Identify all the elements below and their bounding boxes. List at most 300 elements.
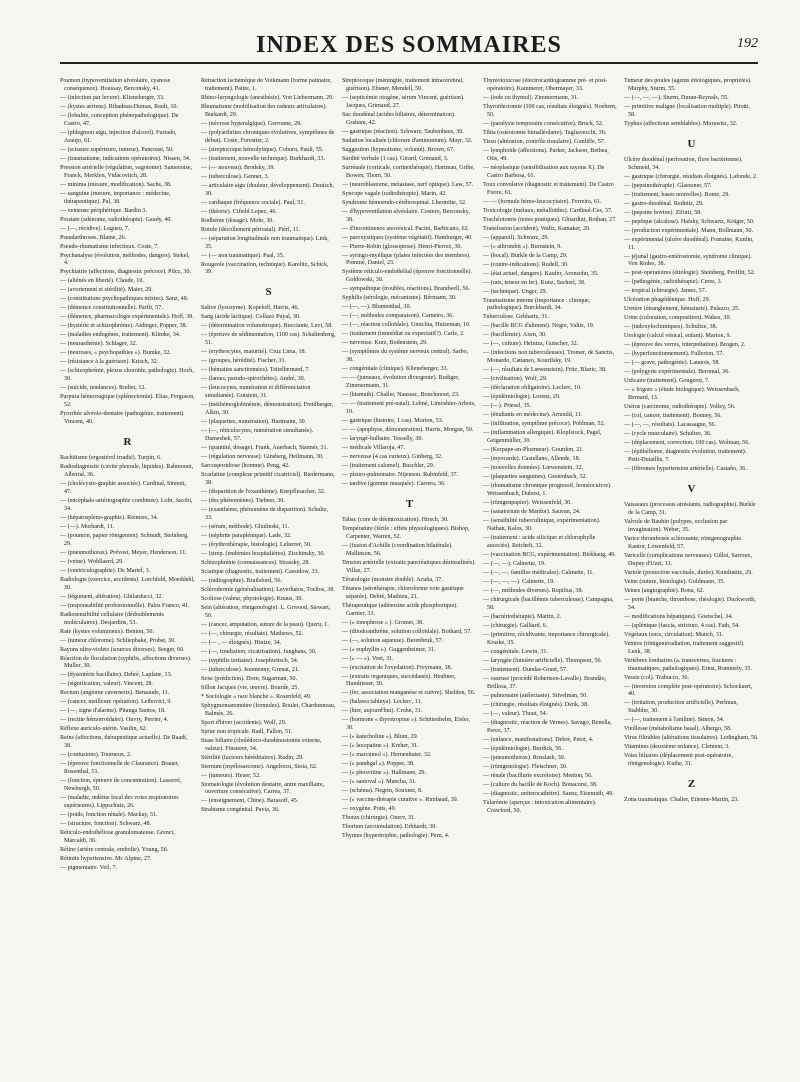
index-entry: — (— non traumatique). Paal, 35. <box>201 252 285 259</box>
index-entry: Pseudo-rhumatisme infectieux. Coste, 7. <box>60 243 159 250</box>
index-entry: — (poids, fonction rénale). Mackay, 51. <box>60 812 158 819</box>
index-entry: — sympathique (troubles, réactions). Brandwell, 56. <box>342 286 471 293</box>
index-entry: Virus filtrables (altérations tissulaires). Ledingham, 56. <box>624 735 759 742</box>
index-entry: — pigmentaire. Veil, 7. <box>60 864 118 871</box>
index-entry: — (fer, association manganèse et cuivre). Sheldon, 56. <box>342 690 476 697</box>
index-entry: Rétinite hypertensive. Mc Alpine, 27. <box>60 855 152 862</box>
index-entry: Ventres (röntgenirradiation, traitement suggestif). Lenk, 38. <box>624 640 745 655</box>
index-entry: — (érythrothérapie, histologie). Leberrer, 30. <box>201 541 312 548</box>
index-entry: — (iode ou thymol). Zimmermann, 31. <box>483 94 579 101</box>
index-entry: — (fonction, épreuve de concentration). Lasserré, Newburgh, 50. <box>60 778 182 793</box>
index-entry: — (diiodoanthrène, solution colloïdale). Bothard, 57. <box>342 628 472 635</box>
index-entry: Radiologie (exercice, accidents). Lorchfeld, Moeddehl, 30. <box>60 576 195 591</box>
index-entry: — (cholécysto-graphie associée). Cardinal, Sinnott, 47. <box>60 480 187 495</box>
index-entry: — (néphrite paraplénique). Lade, 32. <box>201 532 292 539</box>
index-entry: — pulmonaire (atélectasie). Stivelman, 50. <box>483 692 588 699</box>
index-entry: Stomatologie (évolution dentaire, antre maxillaire, ouverture consécutive). Carrea, 37. <box>201 781 325 796</box>
index-entry: — (—, —, —). Calmette, 19. <box>483 578 555 585</box>
index-entry: — tardive (gomme musquée). Carrera, 36. <box>342 481 446 488</box>
index-entry: — congénitale (clinique). Klieneberger, 33. <box>342 366 449 373</box>
index-entry: — (chirurgie, résultats éloignés). Denk, 38. <box>483 701 589 708</box>
index-entry: — (bismuth). Challer, Naussac, Bouchmont, 23. <box>342 392 460 399</box>
index-entry: Tularémie (aperçus : intoxication alimentaire). Crawford, 50. <box>483 799 597 814</box>
index-entry: Toux convulsive (diagnostic et traitement). De Castro Freire, 61. <box>483 181 614 196</box>
index-entry: — (bocal). Burkle de la Camp, 29. <box>483 252 568 259</box>
index-entry: — (—, —). Blumenthal, 30. <box>342 304 412 311</box>
index-entry: — (suicide, tendances). Rodiet, 12. <box>60 385 146 392</box>
index-column-2 <box>201 78 336 1068</box>
index-entry: — (ventriculographie). De Martel, 3. <box>60 567 151 574</box>
index-entry: — (civilisation). Wolf, 29. <box>483 376 548 383</box>
index-entry: * Sociologie « race blanche ». Rosenfeld, 49. <box>201 693 312 700</box>
index-entry: — (sanatorium de Mardor). Sauvan, 24. <box>483 509 581 516</box>
index-entry: Poumon (hypoventilation alvéolaire, cyanose conséquence). Houssay, Berconsky, 41. <box>60 78 171 92</box>
index-entry: — (— nouveau). Brodsky, 39. <box>201 164 275 171</box>
index-entry: — (sensibilité tuberculinique, expérimentation). Nathan, Kalos, 30. <box>483 518 601 533</box>
index-entry: — (épidémiologie). Burdick, 56. <box>483 745 563 752</box>
index-entry: — (cycle musculaire). Schultze, 36. <box>624 431 712 438</box>
index-entry: — (sérum, méthode). Ghulinski, 11. <box>201 523 290 530</box>
index-entry: — pleuro-pulmonaire. Nijenson. Rubinfeld, 37. <box>342 472 459 479</box>
index-entry: — (hormone « thyrotropine »). Schittenhelm, Eisler, 30. <box>342 717 470 732</box>
index-entry: Urine (coloration, composition). Wakes, 30. <box>624 315 732 322</box>
index-entry: Réaction de floculation (syphilis, affections diverses). Muller, 30. <box>60 655 192 670</box>
index-entry: — (—, valeur). Thout, 54. <box>483 710 548 717</box>
index-entry: Salive (lysozyme). Kopeloff, Harris, 46. <box>201 305 300 312</box>
index-entry: — (— grave, pathogénie). Launois, 58. <box>624 360 720 367</box>
index-entry: Voies biliaires (déplacement post-opératoire, röntgenologie). Kuthe, 31. <box>624 753 733 768</box>
index-entry: — (—, —). Calmette, 19. <box>483 560 546 567</box>
index-entry: — (« euphyllin »). Guggenheimer, 31. <box>342 646 436 653</box>
index-entry: — (tégument, altération). Ghilarducci, 32. <box>60 593 163 600</box>
index-entry: — (—, méthodes comparaison). Carneiro, 36. <box>342 313 454 320</box>
index-entry: Thérapeutique (adénosine acide phosphorique). Garnier, 33. <box>342 602 458 617</box>
index-entry: Rougeole (vaccination, technique). Karelitz, Schick, 39. <box>201 261 329 276</box>
index-entry: — (cancer, meilleure opération). Leibovici, 9. <box>60 699 172 706</box>
index-entry: — (hystérie et schizophrénie). Aidinger, Popper, 38. <box>60 323 188 330</box>
index-entry: Ulcère duodénal (perforation, flore bactérienne). Schmeid, 34. <box>624 156 743 171</box>
section-letter: V <box>687 483 696 496</box>
index-entry: Pression artérielle (régulation, vagotonie). Santenoise, Franck, Merklen, Vidacovitch, 28. <box>60 164 193 179</box>
index-entry: — (infiltration, symptôme précoce). Pohlman, 52. <box>483 421 606 428</box>
index-entry: Transfusion (accident). Waltz, Kamaker, 29. <box>483 225 591 232</box>
index-entry: — (—, méthodes diverses). Rupilius, 38. <box>483 587 584 594</box>
index-entry: — (rectite hémorroïdaire). Ouvry, Perrier, 4. <box>60 717 169 724</box>
index-entry: — (—). Morhardt, 11. <box>60 523 115 530</box>
index-entry: — (« vaccine-thérapie curative ». Rimbaud, 39. <box>342 797 459 804</box>
index-entry: — primitive maligne (localisation multiple). Pitotti, 58. <box>624 103 751 118</box>
index-entry: Psychanalyse (évolution, méthodes, dangers). Stekel, 4. <box>60 252 190 267</box>
index-entry: — tropical (chirurgie). James, 57. <box>624 288 707 295</box>
index-entry: Psychiatrie (affections, diagnostic précoce). Pilcz, 30. <box>60 269 192 276</box>
index-entry: — gastro-duodénal. Rednitz, 29. <box>624 200 704 207</box>
index-entry: — chirurgicale (bacillémie tuberculeuse). Campagna, 58. <box>483 596 614 611</box>
index-entry: — gastrique (histoire, 1 cas). Morton, 53. <box>342 418 444 425</box>
index-entry: Thymus (hypertrophie, pathologie). Peru, 4. <box>342 833 450 840</box>
index-entry: — (traumatisme, indications opératoires). Nissen, 34. <box>60 155 191 162</box>
index-entry: Pseudarthroses. Blaine, 26. <box>60 234 127 241</box>
index-entry: — rénale (bacillurie excrétoire). Menton, 56. <box>483 772 593 779</box>
index-entry: Rhumatisme (mobilisation des radeurs articulaires). Burkardt, 29. <box>201 103 328 118</box>
index-entry: — (irritation, production artificielle). Perlman, Stabbler, 30. <box>624 700 738 715</box>
index-entry: — (bacille BCG d'aliment). Nègre, Valtis, 19. <box>483 323 595 330</box>
section-letter: R <box>123 436 132 449</box>
index-entry: Vitamines (deuxième enfance). Clement, 3. <box>624 744 730 751</box>
index-entry: — laryngée (lumière artificielle). Thompson, 56. <box>483 657 603 664</box>
index-entry: Thorax (chirurgie). Ouerv, 31. <box>342 815 416 822</box>
index-entry: — (vaccination BCG, expérimentation). Birkhaug, 49. <box>483 551 616 558</box>
index-entry: — (röntgenpapier). Weissenfeld, 30. <box>483 500 572 507</box>
index-entry: — (veine). Wohllaerd, 29. <box>60 558 124 565</box>
index-entry: — (strep. (endémies hospitalières). Zischinsky, 30. <box>201 550 325 557</box>
index-entry: — (enseignement, Chine). Barasoff, 45. <box>201 798 299 805</box>
index-entry: — (« laxopatine »). Kreher, 31. <box>342 743 419 750</box>
index-entry: — (théorie). Cifield Lopez, 46. <box>201 208 277 215</box>
index-entry: Sexe (prédiction). Dorn, Sugarman, 50. <box>201 675 298 682</box>
index-entry: — (responsabilité professionnelle). Palos Franco, 41. <box>60 602 190 609</box>
index-entry: Thyréotoxicose (électrocardiogramme pré- et post-opératoire). Kammerer, Obermayer, 33. <box>483 78 608 92</box>
index-entry: Sarcosporidiose (homme). Peng, 42. <box>201 462 290 469</box>
index-entry: Vieillesse (métabolisme basal). Albergo, 58. <box>624 726 732 733</box>
index-entry: — (syphilis tertiaire). Josephwitsch, 34. <box>201 657 299 664</box>
index-entry: — (—, signe d'alarme). Pitanga Santos, 18. <box>60 708 166 715</box>
index-entry: Vaisseaux (processus atrésiants, radiographie). Burkle de la Camp, 31. <box>624 502 756 517</box>
index-entry: — (détermination volumétrique). Bucciante, Levi, 58. <box>201 323 333 330</box>
index-entry: Rotule (décollement périostal). Piérl, 11. <box>201 226 301 233</box>
index-entry: — cardiaque (fréquence sociale). Paul, 51. <box>201 199 305 206</box>
index-entry: — (excitation de l'oxydation). Freymann, 38. <box>342 664 453 671</box>
index-entry: — (schizophrénie, plexus choroïde, pathologie). Hoch, 30. <box>60 368 194 383</box>
index-entry: Scoliose (valeur, physiologie). Knaus, 30. <box>201 595 303 602</box>
index-entry: — (tumeur chlorome). Schliephake, Probst, 30. <box>60 637 176 644</box>
index-entry: — « frigore » (étude biologique). Weissenbach, Bernard, 13. <box>624 387 740 402</box>
index-entry: Trachéotomie (notes pratiques). Ghiardini, Rothan, 27. <box>483 216 617 223</box>
index-entry: — (déplacement, correction, 100 cas). Wolman, 56. <box>624 440 750 447</box>
index-entry: — (plaquettes, numération). Hartmann, 30. <box>201 419 307 426</box>
index-entry: — (schéma). Negrin, Souxnet, 8. <box>342 788 423 795</box>
index-entry: — (symptômes du système nerveux central). Sarbo, 38. <box>342 349 469 364</box>
index-entry: — (étudiants en médecine). Arnould, 11. <box>483 412 583 419</box>
index-entry: Sport d'hiver (accidents). Wolf, 29. <box>201 719 287 726</box>
index-entry: — expérimental (ulcère duodénal). Fontaine, Kunlin, 11. <box>624 236 754 251</box>
index-entry: — (nouvelles données). Lœwenstein, 32. <box>483 465 584 472</box>
index-entry: Radiodiagnostic (cavité pleurale, liquides). Rahmouni, Albertal, 36. <box>60 464 194 478</box>
index-entry: Zona traumatique. Chalier, Etienne-Martin, 23. <box>624 797 739 804</box>
index-entry: Réflexe auriculo-utérin. Vasilin, 62. <box>60 726 148 733</box>
index-entry: Sclérodermie (généralisation). Leverhatos, Toelios, 38. <box>201 586 335 593</box>
index-entry: Surrénale (corticale, cortinothérapie). Hartman, Gribe, Bowen, Thorn, 50. <box>342 164 475 179</box>
index-entry: Sciatique (diagnostic, traitement). Cassidow, 33. <box>201 568 320 575</box>
index-entry: — (neuroblastome, métastase, nerf optique). Law, 57. <box>342 181 474 188</box>
index-entry: Tumeur des poules (agents étiologiques, propriétés). Murphy, Sturm, 55. <box>624 78 752 92</box>
index-entry: — (traitement, bases nouvelles). Rome, 29. <box>624 191 730 198</box>
index-entry: — (cancer, amputation, suture de la peau). Queru, 1. <box>201 621 329 628</box>
index-entry: — (« athrombit »). Burnstein, 9. <box>483 243 562 250</box>
index-entry: — (streptocoque hémolytique). Coburn, Pauli, 55. <box>201 146 324 153</box>
index-entry: Prostate (adénome, radiothérapie). Gaudy, 40. <box>60 216 172 223</box>
index-entry: — (paralysie temporaire consécutive). Bruck, 52. <box>483 120 604 127</box>
index-entry: — (scissure supérieure, tumeur). Pancoast, 50. <box>60 146 174 153</box>
index-entry: — (traitement (immédiat ou expectatif?). Carle, 2. <box>342 331 465 338</box>
index-entry: — (hier, aujourd'hui). Crohn, 31. <box>342 708 423 715</box>
index-column-1 <box>60 78 195 1068</box>
index-entry: Urologie (calcul vésical, enfant). Marion, 9. <box>624 333 732 340</box>
index-entry: Rodhénie (dosage). Mohr, 30. <box>201 217 274 224</box>
index-entry: — (pepsinothérapie). Glaessner, 57. <box>624 182 712 189</box>
index-entry: — (disparition de l'exanthème). Knepflesacher, 32. <box>201 488 326 495</box>
index-entry: — (polygyrie expérimentale). Beromal, 36. <box>624 369 730 376</box>
index-entry: — porte (branche, thrombose, rhéologie). Duckworth, 54. <box>624 596 756 611</box>
index-entry: — (hépatospléno-graphie). Reimers, 34. <box>60 514 159 521</box>
index-entry: — (myocarde). Castellano, Allende, 18. <box>483 456 581 463</box>
index-entry: — néoplasique (sensibilisation aux rayons X). De Castro Barbosa, 61. <box>483 164 605 179</box>
index-entry: — (maladies endogènes, traitement). Klimke, 34. <box>60 332 181 339</box>
index-entry: — (— , — éloignés). Hintze, 34. <box>201 639 282 646</box>
index-entry: — syringo-myélique (plaies infectées des membres). Pommé, Daniel, 23. <box>342 252 471 267</box>
index-entry: — (primitive, récidivante, importance chirurgicale). Kraske, 35. <box>483 631 610 646</box>
index-entry: Tissu (altération, contrôle tissulaire). Gunliffe, 57. <box>483 138 606 145</box>
index-entry: — (—, solution aqueuse). Berenbruk, 57. <box>342 637 444 644</box>
index-entry: Tension artérielle (extraits pancréatiques désinsulinés). Villaz, 27. <box>342 559 476 574</box>
index-entry: Suc duodénal (acides biliaires, détermination). Graham, 42. <box>342 111 456 126</box>
index-entry: Thyroïdectomie (100 cas, résultats éloignés). Noehren, 50. <box>483 103 617 118</box>
index-column-5 <box>624 78 759 1068</box>
index-entry: — (tumeurs). Heuer, 52. <box>201 772 261 779</box>
index-entry: — congénitale. Lewin, 31. <box>483 648 548 655</box>
index-entry: — (röntgenologie). Fleischner, 30. <box>483 763 568 770</box>
index-entry: — — (apophyse, démonstration). Harris, Morgan, 50. <box>342 427 474 434</box>
index-entry: Veine (suture, histologie). Goldmann, 35. <box>624 578 725 585</box>
index-entry: — (—, —, résultats). Lacassagne, 56. <box>624 422 717 429</box>
index-entry: — (chirurgie). Galliard, 6. <box>483 622 548 629</box>
index-entry: — peptique (alcalose). Hafsky, Schwartz, Krüger, 50. <box>624 218 755 225</box>
index-entry: — (poumon, papier röntgenien). Schmidt, Steinberg, 29. <box>60 532 189 547</box>
index-entry: — gastrique (chirurgie, résultats éloignés). Lafonde, 2. <box>624 173 758 180</box>
index-entry: — (diagnostic, uréterocathétre). Saenz, Eisenrath, 49. <box>483 790 614 797</box>
index-entry: — (—, chirurgie, résultats). Mathews, 52. <box>201 630 304 637</box>
index-entry: — (état actuel, dangers). Kaufer, Aronsohn, 35. <box>483 270 599 277</box>
index-entry: Stérilité (facteurs héréditaires). Rudin, 29. <box>201 754 304 761</box>
index-entry: Vessie (col). Trabucco, 36. <box>624 674 689 681</box>
index-entry: — (traitement calomel). Buschler, 29. <box>342 463 435 470</box>
index-entry: — (« — »). Voet, 31. <box>342 655 394 662</box>
index-entry: Surdité verbale (1 cas). Girard, Grimaud, 3. <box>342 155 449 162</box>
index-entry: — (structure, fonction). Schwarz, 48. <box>60 821 152 828</box>
index-entry: — (polyarthrites chroniques évolutives, symptômes de début). Coste, Forestier, 2. <box>201 129 335 144</box>
index-entry: — (lames, pseudo-spirochètes). André, 30. <box>201 376 306 383</box>
index-entry: — (contusions). Tourneux, 2. <box>60 752 132 759</box>
index-entry: — (kystes aériens). Ribadeau-Dumas, Rault, 10. <box>60 103 178 110</box>
index-entry: — (névrose hyperalgique). Gerronne, 29. <box>201 120 302 127</box>
index-entry: Tuberculose. Gebhartz, 31. <box>483 314 549 321</box>
index-entry: Toxicologie (métaux, métalloïdes). Cardinal-Ces, 37. <box>483 207 613 214</box>
index-entry: — (tuberculose). Gennet, 3. <box>201 173 270 180</box>
index-entry: — (halawa tahinya). Leclerc, 11. <box>342 699 423 706</box>
index-entry: — (tuberculose). Jeannenny, Grenat, 21. <box>201 666 300 673</box>
index-entry: Sein (altération, röntgenologie). L. Grwood, Stewart, 50. <box>201 604 331 619</box>
index-entry: — articulaire aigu (douleur, développement). Deutsch, 30. <box>201 182 335 197</box>
index-entry: Valvule de Bauhin (polypes, occlusion par invagination). Weber, 35. <box>624 519 728 533</box>
index-entry: — (« pandigal »). Popper, 38. <box>342 761 415 768</box>
index-entry: — (extraits organiques, succédanés). Heubner, Hundrieser, 30. <box>342 673 456 688</box>
index-entry: — paroxystiques (système végétatif). Hamburger, 40. <box>342 234 473 241</box>
index-entry: — (quantité, dosage). Frank, Auerbach, Stannér, 31. <box>201 444 329 451</box>
index-entry: — (avortement et stérilité). Maier, 29. <box>60 287 153 294</box>
index-entry: Traumatisme interne (importance : clinique, pathologique). Burckhardt, 34. <box>483 297 591 312</box>
index-entry: — (phlegmon aigu, injection d'alcool). Furtado, Araujo, 61. <box>60 129 177 144</box>
section-letter: T <box>405 497 414 510</box>
index-entry: Vertèbres lombaires (a. transverses, fractures : traumatiques, pathologiques). Ernst, Rommely, 35. <box>624 657 752 672</box>
index-entry: Schizophrénie (connaissances). Strassky, 28. <box>201 559 310 566</box>
index-columns <box>60 78 760 1068</box>
index-entry: — nerveuse. Kurz, Bodenstein, 29. <box>342 340 428 347</box>
index-entry: — (maladie, œdème local des voies respiratoires supérieures). Lippschutz, 26. <box>60 795 179 810</box>
section-letter: U <box>687 137 696 150</box>
index-entry: Sudation localisée (chlorure d'ammonium). Mayr, 32. <box>342 137 473 144</box>
index-entry: — (splénique (fascia, stricture, 4 cas). Fath, 54. <box>624 622 740 629</box>
index-entry: Varicelle (complications nerveuses). Gillot, Sarroux, Dupuy d'Uzet, 11. <box>624 552 753 567</box>
index-entry: Sang (acide lactique). Collazo Puyal, 30. <box>201 314 301 321</box>
index-entry: — médicale Villaroja, 47. <box>342 445 405 452</box>
index-entry: — (erythrocytes, maturité). Cruz Lima, 18. <box>201 349 307 356</box>
index-entry: Ulcération phagédénique. Hoff, 29. <box>624 297 711 304</box>
index-entry: — (groupes, hérédité). Fischer, 31. <box>201 358 287 365</box>
index-entry: — (inflammation allergique). Klopfstock, Pagel, Geigenmüller, 30. <box>483 430 602 445</box>
index-entry: — (Kerpape-en-Ploemeur). Gourdon, 21. <box>483 447 584 454</box>
index-entry: Rhino-laryngologie (anesthésie). Von Liebermann, 29. <box>201 94 334 101</box>
index-entry: — (fusion d'Achille (coordination bilatérale). Mallinson, 56. <box>342 542 453 557</box>
index-entry: — (—, résultats de Lœwenstein). Fritz, Blazic, 38. <box>483 367 607 374</box>
index-entry: Urticaire (traitement). Gougerot, 7. <box>624 378 710 385</box>
index-column-3 <box>342 78 477 1068</box>
index-entry: — (—, réaction colloïdale). Umichia, Hutzeman, 10. <box>342 322 471 329</box>
index-entry: — (démence, pharmacologie expérimentale). Hoff, 38. <box>60 314 194 321</box>
index-entry: Pyorrhée alvéolo-dentaire (pathogénie, traitement). Vincent, 40. <box>60 411 185 426</box>
index-entry: — (—, traitement à l'aniline). Stmon, 34. <box>624 717 725 724</box>
index-entry: — (infections non tuberculeuses). Tromer, de Sanctis, Monardo, Cattaneo, Kourilsky, 19. <box>483 350 615 365</box>
index-entry: — (culture du bacille de Koch). Bonacorsi, 38. <box>483 781 598 788</box>
index-entry: — (pepsine bovine). Zifotti, 58. <box>624 209 702 216</box>
index-entry: — (contre-indications). Rudell, 30. <box>483 261 569 268</box>
index-entry: — (épreuve fonctionnelle de Claurance). Brauer, Rosenthal, 51. <box>60 761 180 776</box>
index-entry: — (bacillémie). Axen, 30. <box>483 332 547 339</box>
index-entry: Stase biliaire (cholédoco-duodénostomie externe, valeur). Finsterer, 34. <box>201 737 322 752</box>
index-entry: — (des phénomènes). Tiebner, 30. <box>201 497 285 504</box>
index-entry: — (traitement). Dundas-Grant, 57. <box>483 666 568 673</box>
index-entry: Végétaux (sucs, circulation). Munch, 31. <box>624 631 724 638</box>
index-entry: — lymphoïde (affections). Parker, Jackson, Bethea, Otis, 49. <box>483 147 609 162</box>
index-entry: — (traitement, nouvelle technique). Burkhardt, 33. <box>201 155 326 162</box>
index-entry: — minima (mesure, modification). Sachs, 38. <box>60 181 172 188</box>
index-entry: — (pneumothorax). Prévost, Meyer, Henderson, 11. <box>60 549 187 556</box>
index-entry: — (hyperfonctionnement). Fullerton, 57. <box>624 351 724 358</box>
index-entry: — — (traitement pré-natal). Lebné, Limoshier-Arbois, 10. <box>342 401 476 416</box>
index-entry: Sphygmomanomètre (formules). Roulet, Chardonneau, Balmès, 26. <box>201 702 336 717</box>
index-entry: Rachitisme (ergostérol irradié). Turpin, 6. <box>60 455 162 462</box>
index-entry: — (séparation longitudinale non traumatique). Link, 35. <box>201 235 329 250</box>
index-entry: — (neurasthénie). Schlager, 32. <box>60 341 138 348</box>
index-entry: — (constitutions psychopathiques mixtes). Sanz, 48. <box>60 296 189 303</box>
index-entry: Rectum (angiome caverneux). Bensaude, 11. <box>60 690 170 697</box>
index-entry: Strabisme congénital. Pavia, 36. <box>201 807 280 814</box>
index-entry: — modifications hépatiques). Goetschel, 34. <box>624 613 733 620</box>
index-entry: — (méthémoglobinémie, démonstration). Freidberger, Alkin, 30. <box>201 402 334 417</box>
index-entry: — (inversion complète post-opératoire). Schockaert, 40. <box>624 683 753 698</box>
index-entry: — d'incontinence anovésical. Pacini, Barbicano, 62. <box>342 225 470 232</box>
index-entry: Tabac (cure de désintoxication). Hirsch, 30. <box>342 516 449 523</box>
index-entry: Reins (affections, thérapeutique actuelle). De Raadt, 38. <box>60 735 188 750</box>
index-entry: — gastrique (réaction). Schwarz, Taubenhaus, 30. <box>342 128 464 135</box>
page-number: 192 <box>737 36 758 51</box>
index-entry: Syphilis (sérologie, mécanisme). Bérmann, 30. <box>342 295 457 302</box>
index-entry: Tibia (ostéotomie bimalléolaire). Tagliavecchi, 36. <box>483 129 607 136</box>
index-entry: — (pneumothorax). Rosslash, 30. <box>483 754 566 761</box>
index-entry: Réticulo-endothéliose granulomateuse. Grenci, Marcaldi, 36. <box>60 830 175 844</box>
index-entry: — (col, cancer, traitement). Bonney, 56. <box>624 413 722 420</box>
index-entry: Suggestion (hypnotisme, volonté). Brown, 67. <box>342 146 455 153</box>
index-entry: — Pierre-Robin (glossoptose). Henri-Pierrez, 30. <box>342 243 462 250</box>
section-letter: S <box>265 286 272 299</box>
index-entry: — (dysentérie bacillaire). Debré, Laplane, 13. <box>60 672 173 679</box>
page-title: INDEX DES SOMMAIRES <box>256 32 562 58</box>
index-entry: Varice thrombosée sclérosante, röntgenographie. Kantor, Lowenfeld, 57. <box>624 535 743 550</box>
index-entry: Thorium (accumulation). Erbhardt, 30. <box>342 824 437 831</box>
index-entry: — (régulation nerveuse). Ginsberg, Heilmann, 30. <box>201 453 324 460</box>
index-entry: — (déclaration obligatoire). Leclerc, 10. <box>483 385 582 392</box>
index-entry: — (neuroses, « psychopathies »). Bumke, 32. <box>60 350 172 357</box>
index-entry: — (rats, teneur en fer). Kunz, Sacherl, 38. <box>483 279 586 286</box>
index-entry: Rétine (artère centrale, embolie). Young, 56. <box>60 846 169 853</box>
index-entry: — (plaquettes sanguines). Gestenbach, 32. <box>483 474 588 481</box>
index-entry: — — (formule hémo-leucocytaire). Ferreira, 61. <box>483 198 602 205</box>
index-entry: Rétraction ischémique de Volkmann (forme palmaire, traitement). Paitre, 1. <box>201 78 332 92</box>
index-entry: — sanguine (mesure, importance : médecine, thérapeutique). Pal, 38. <box>60 190 171 205</box>
index-entry: Syncope vagale (radiothérapie). Marin, 42. <box>342 190 447 197</box>
index-entry: Tératologie (monstre double). Acuña, 37. <box>342 576 443 583</box>
index-entry: — (radiographie). Brailsford, 56. <box>201 577 282 584</box>
index-entry: — jéjunal (gastro-entérostomie, syndrome clinique). Von Rodes, 38. <box>624 253 752 268</box>
section-letter: Z <box>687 778 696 791</box>
index-entry: Sillon Jacques (vie, œuvre). Bourde, 25. <box>201 684 299 691</box>
index-entry: — post-opératoires (étiologie). Steinberg, Proffitt, 52. <box>624 270 756 277</box>
index-entry: Syndrome hémoendo-cérébrospinal. Lhermitte, 32. <box>342 199 467 206</box>
index-entry: — oxygène. Potts, 49. <box>342 806 397 813</box>
index-entry: — (épidémiologie). Lorenz, 29. <box>483 394 561 401</box>
index-entry: — (résistance à la guérison). Krisch, 32. <box>60 359 159 366</box>
index-entry: — (« ionophrose » ). Gromet, 38. <box>342 619 424 626</box>
index-entry: Système réticulo-endothélial (épreuve fonctionnelle). Goldowski, 30. <box>342 269 472 284</box>
index-entry: — (—, irradiation, cicatrisation). Junghans, 30. <box>201 648 317 655</box>
index-entry: — (infection par levure). Klieneberger, 33. <box>60 94 165 101</box>
index-entry: — (indoxylochimiques). Schultze, 38. <box>624 324 718 331</box>
index-entry: Utérus (carcinome, radiothérapie). Volley, 56. <box>624 404 736 411</box>
index-entry: Variole (protection vaccinale, durée). Kundratitz, 29. <box>624 569 753 576</box>
index-entry: — (démence constitutionnelle). Parfit, 57. <box>60 305 163 312</box>
index-entry: — osseuse (procédé Robertson-Lavalle). Brandão, Brillosa, 37. <box>483 675 607 690</box>
index-entry: Streptocoque (méningite, traitement intracérébral, guérison). Ebsner, Mendell, 50. <box>342 78 464 92</box>
index-entry: — (pathogénie, radiothérapie). Ceres, 3. <box>624 279 723 286</box>
index-entry: — (hématies sanctionnées). Teitelbernard, 7. <box>201 367 310 374</box>
index-entry: — (—, —, —). Sturm, Duran-Reynals, 55. <box>624 94 729 101</box>
index-entry: — (diagnostic, réaction de Vernes). Savago, Renella, Perez, 37. <box>483 719 612 734</box>
index-entry: — (encéphalo-artériographie combinée). Lohr, Jacobi, 34. <box>60 497 193 512</box>
index-entry: — (rhumatisme chronique progressif, homéocuivre). Weissenbach, Dubost, 1. <box>483 483 612 498</box>
index-entry: — (« marcumol »). Hernenhuter, 32. <box>342 752 432 759</box>
index-entry: Typhus (affections semblables). Morawitz, 32. <box>624 120 738 127</box>
index-entry: — (épreuve des verres, interprétation). Brogen, 2. <box>624 342 746 349</box>
index-entry: — (leucocytes, numération et différenciation simultanée). Gutstein, 31. <box>201 385 311 400</box>
index-entry: Tétanos (sérothérapie, chloroforme voie gastrique séparée). Debré, Mathieu, 21. <box>342 585 464 600</box>
